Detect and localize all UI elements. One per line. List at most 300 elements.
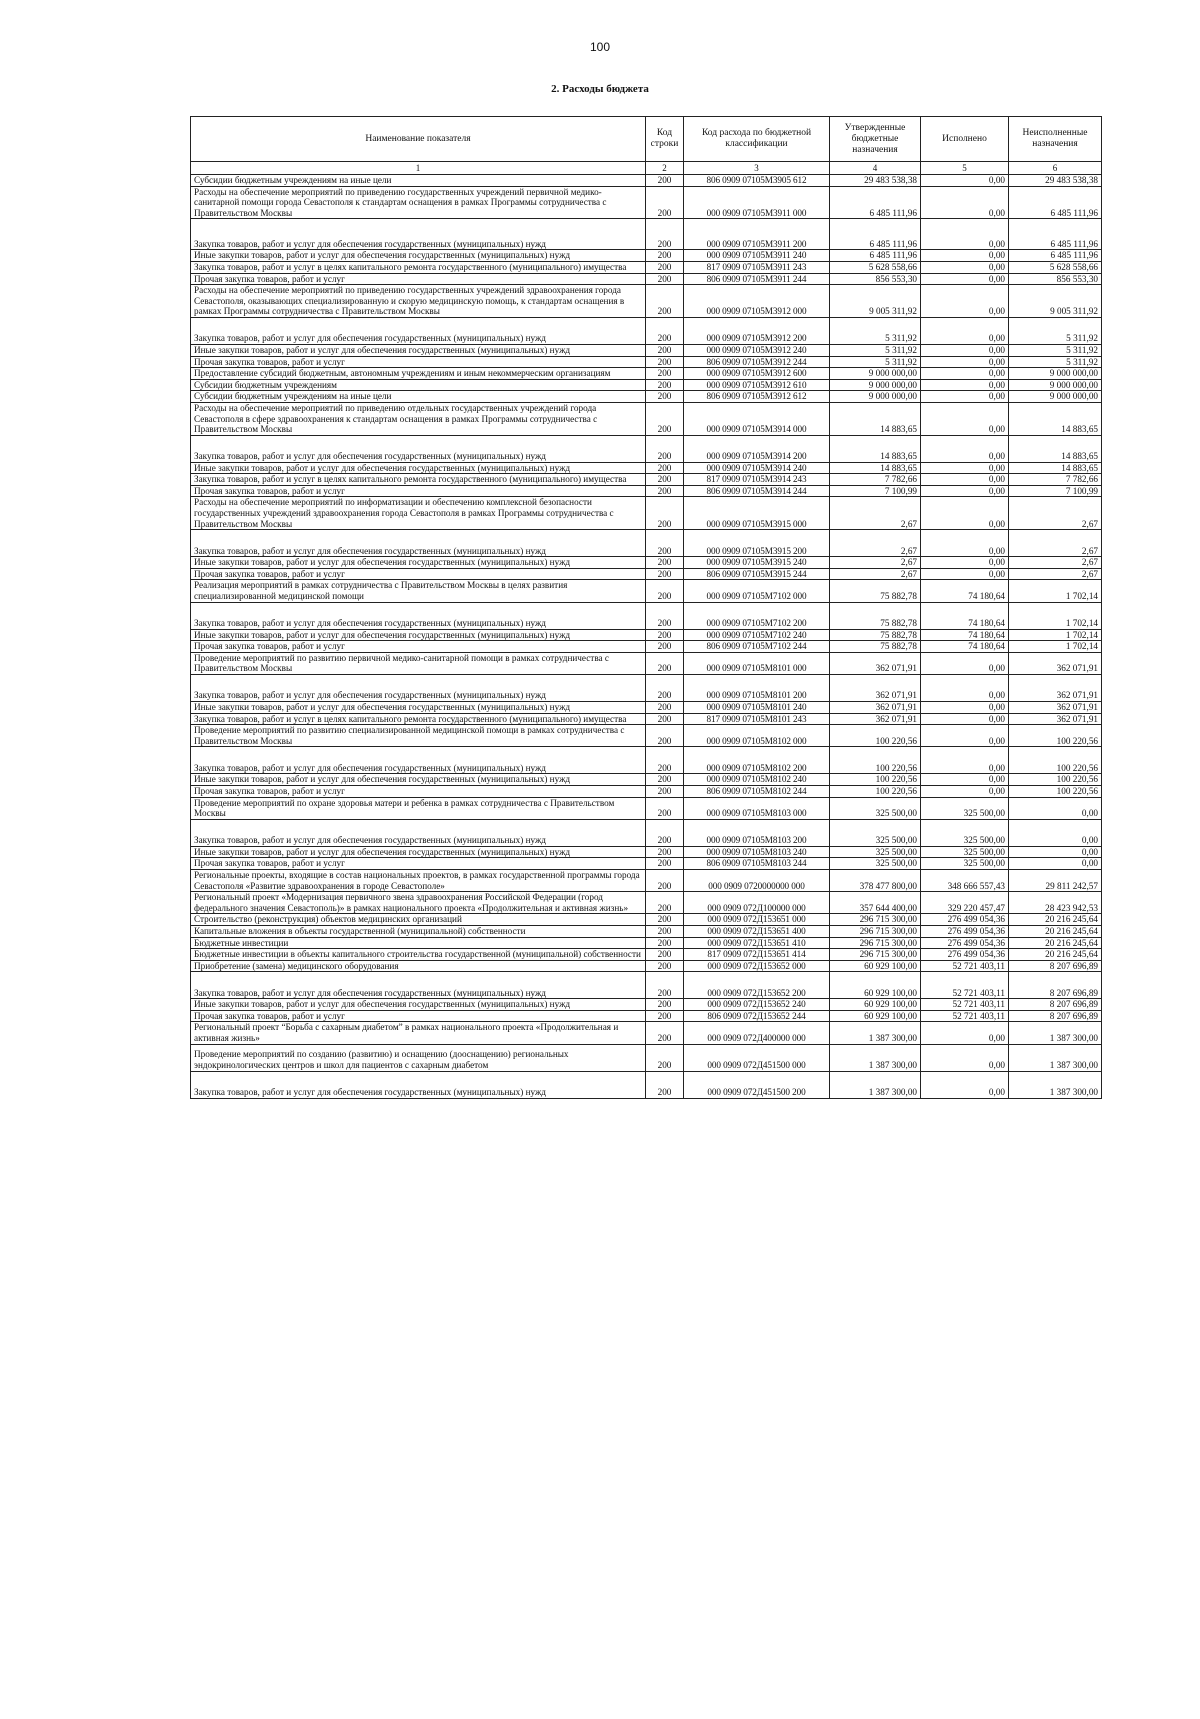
cell-name: Прочая закупка товаров, работ и услуг <box>191 641 646 653</box>
cell-unexecuted: 0,00 <box>1009 846 1102 858</box>
cell-name: Иные закупки товаров, работ и услуг для обеспечения государственных (муниципальных) нужд <box>191 999 646 1011</box>
cell-unexecuted: 2,67 <box>1009 530 1102 557</box>
cell-unexecuted: 2,67 <box>1009 568 1102 580</box>
table-row <box>191 602 1102 629</box>
cell-unexecuted: 362 071,91 <box>1009 675 1102 702</box>
cell-classification-code: 806 0909 07105М3912 244 <box>684 356 830 368</box>
cell-line-code: 200 <box>646 972 684 999</box>
cell-classification-code: 000 0909 07105М8101 240 <box>684 702 830 714</box>
cell-executed: 74 180,64 <box>921 580 1009 602</box>
cell-classification-code: 000 0909 07105М8102 200 <box>684 747 830 774</box>
cell-name: Субсидии бюджетным учреждениям на иные цели <box>191 175 646 187</box>
table-row <box>191 186 1102 219</box>
table-row <box>191 1071 1102 1098</box>
table-row <box>191 713 1102 725</box>
cell-name: Проведение мероприятий по охране здоровья матери и ребенка в рамках сотрудничества с Правительством Москвы <box>191 797 646 819</box>
cell-unexecuted: 20 216 245,64 <box>1009 925 1102 937</box>
cell-approved: 325 500,00 <box>830 858 921 870</box>
cell-executed: 276 499 054,36 <box>921 925 1009 937</box>
cell-executed: 0,00 <box>921 747 1009 774</box>
cell-classification-code: 000 0909 072Д153651 000 <box>684 914 830 926</box>
cell-classification-code: 000 0909 07105М3912 600 <box>684 368 830 380</box>
cell-classification-code: 000 0909 072Д451500 200 <box>684 1071 830 1098</box>
cell-line-code: 200 <box>646 747 684 774</box>
cell-executed: 0,00 <box>921 785 1009 797</box>
cell-classification-code: 806 0909 07105М3912 612 <box>684 391 830 403</box>
cell-line-code: 200 <box>646 557 684 569</box>
cell-line-code: 200 <box>646 273 684 285</box>
cell-name: Расходы на обеспечение мероприятий по приведению государственных учреждений здравоохранения города Севастополя, оказывающих специализированную и скорую медицинскую помощь, к стандартам оснащения в рамках Программы сотрудничества с Правительством Москвы <box>191 285 646 318</box>
cell-unexecuted: 28 423 942,53 <box>1009 892 1102 914</box>
cell-name: Бюджетные инвестиции <box>191 937 646 949</box>
table-row <box>191 972 1102 999</box>
cell-line-code: 200 <box>646 1071 684 1098</box>
cell-executed: 0,00 <box>921 675 1009 702</box>
cell-name: Проведение мероприятий по развитию специализированной медицинской помощи в рамках сотрудничества с Правительством Москвы <box>191 725 646 747</box>
cell-executed: 0,00 <box>921 391 1009 403</box>
cell-unexecuted: 8 207 696,89 <box>1009 972 1102 999</box>
cell-classification-code: 817 0909 07105М8101 243 <box>684 713 830 725</box>
cell-approved: 1 387 300,00 <box>830 1044 921 1071</box>
column-number: 2 <box>646 162 684 175</box>
cell-line-code: 200 <box>646 1010 684 1022</box>
cell-approved: 5 628 558,66 <box>830 261 921 273</box>
cell-classification-code: 000 0909 07105М8101 000 <box>684 652 830 674</box>
cell-classification-code: 000 0909 07105М8102 240 <box>684 774 830 786</box>
cell-line-code: 200 <box>646 368 684 380</box>
cell-name: Реализация мероприятий в рамках сотрудничества с Правительством Москвы в целях развития специализированной медицинской помощи <box>191 580 646 602</box>
cell-unexecuted: 9 000 000,00 <box>1009 368 1102 380</box>
cell-line-code: 200 <box>646 1044 684 1071</box>
table-row <box>191 675 1102 702</box>
cell-line-code: 200 <box>646 869 684 891</box>
table-row <box>191 379 1102 391</box>
cell-executed: 0,00 <box>921 402 1009 435</box>
cell-unexecuted: 2,67 <box>1009 557 1102 569</box>
cell-classification-code: 000 0909 07105М3915 240 <box>684 557 830 569</box>
cell-classification-code: 000 0909 07105М8103 240 <box>684 846 830 858</box>
cell-unexecuted: 9 000 000,00 <box>1009 391 1102 403</box>
cell-line-code: 200 <box>646 892 684 914</box>
cell-approved: 362 071,91 <box>830 702 921 714</box>
table-row <box>191 344 1102 356</box>
cell-name: Закупка товаров, работ и услуг для обеспечения государственных (муниципальных) нужд <box>191 675 646 702</box>
table-row <box>191 261 1102 273</box>
cell-classification-code: 000 0909 072Д153651 410 <box>684 937 830 949</box>
cell-name: Прочая закупка товаров, работ и услуг <box>191 858 646 870</box>
cell-classification-code: 000 0909 07105М8101 200 <box>684 675 830 702</box>
cell-line-code: 200 <box>646 186 684 219</box>
table-row <box>191 580 1102 602</box>
cell-name: Иные закупки товаров, работ и услуг для обеспечения государственных (муниципальных) нужд <box>191 250 646 262</box>
cell-name: Субсидии бюджетным учреждениям <box>191 379 646 391</box>
cell-executed: 52 721 403,11 <box>921 972 1009 999</box>
cell-approved: 100 220,56 <box>830 747 921 774</box>
cell-classification-code: 000 0909 07105М3912 200 <box>684 317 830 344</box>
table-row <box>191 925 1102 937</box>
cell-name: Расходы на обеспечение мероприятий по информатизации и обеспечению комплексной безопасности государственных учреждений здравоохранения города Севастополя в рамках Программы сотрудничества с Правительством Москвы <box>191 497 646 530</box>
cell-approved: 29 483 538,38 <box>830 175 921 187</box>
table-row <box>191 819 1102 846</box>
cell-classification-code: 000 0909 07105М3912 240 <box>684 344 830 356</box>
cell-name: Иные закупки товаров, работ и услуг для обеспечения государственных (муниципальных) нужд <box>191 344 646 356</box>
cell-approved: 60 929 100,00 <box>830 1010 921 1022</box>
cell-line-code: 200 <box>646 713 684 725</box>
cell-classification-code: 000 0909 07105М3914 000 <box>684 402 830 435</box>
column-number: 1 <box>191 162 646 175</box>
cell-line-code: 200 <box>646 402 684 435</box>
cell-classification-code: 817 0909 072Д153651 414 <box>684 949 830 961</box>
cell-approved: 296 715 300,00 <box>830 949 921 961</box>
column-number: 4 <box>830 162 921 175</box>
cell-line-code: 200 <box>646 652 684 674</box>
cell-executed: 0,00 <box>921 250 1009 262</box>
cell-unexecuted: 14 883,65 <box>1009 402 1102 435</box>
cell-executed: 52 721 403,11 <box>921 1010 1009 1022</box>
cell-executed: 0,00 <box>921 725 1009 747</box>
cell-approved: 6 485 111,96 <box>830 250 921 262</box>
cell-approved: 1 387 300,00 <box>830 1071 921 1098</box>
cell-name: Региональный проект «Модернизация первичного звена здравоохранения Российской Федерации (город федерального значения Севастополь)» в рамках национального проекта «Продолжительная и активная жизнь» <box>191 892 646 914</box>
cell-executed: 0,00 <box>921 474 1009 486</box>
cell-approved: 14 883,65 <box>830 402 921 435</box>
cell-line-code: 200 <box>646 175 684 187</box>
cell-approved: 14 883,65 <box>830 435 921 462</box>
cell-unexecuted: 1 387 300,00 <box>1009 1022 1102 1044</box>
cell-approved: 75 882,78 <box>830 641 921 653</box>
cell-approved: 296 715 300,00 <box>830 937 921 949</box>
table-row <box>191 785 1102 797</box>
cell-line-code: 200 <box>646 937 684 949</box>
cell-classification-code: 000 0909 072Д100000 000 <box>684 892 830 914</box>
cell-executed: 0,00 <box>921 379 1009 391</box>
cell-unexecuted: 362 071,91 <box>1009 652 1102 674</box>
cell-executed: 0,00 <box>921 652 1009 674</box>
cell-executed: 0,00 <box>921 462 1009 474</box>
table-row <box>191 999 1102 1011</box>
cell-approved: 60 929 100,00 <box>830 960 921 972</box>
cell-approved: 14 883,65 <box>830 462 921 474</box>
cell-classification-code: 000 0909 07105М3915 200 <box>684 530 830 557</box>
cell-executed: 0,00 <box>921 774 1009 786</box>
cell-executed: 0,00 <box>921 568 1009 580</box>
cell-unexecuted: 1 702,14 <box>1009 602 1102 629</box>
cell-line-code: 200 <box>646 819 684 846</box>
cell-approved: 296 715 300,00 <box>830 925 921 937</box>
cell-name: Закупка товаров, работ и услуг для обеспечения государственных (муниципальных) нужд <box>191 435 646 462</box>
cell-approved: 6 485 111,96 <box>830 219 921 250</box>
cell-classification-code: 000 0909 07105М3912 000 <box>684 285 830 318</box>
cell-approved: 1 387 300,00 <box>830 1022 921 1044</box>
cell-name: Прочая закупка товаров, работ и услуг <box>191 1010 646 1022</box>
cell-approved: 9 000 000,00 <box>830 379 921 391</box>
cell-classification-code: 000 0909 07105М8102 000 <box>684 725 830 747</box>
cell-approved: 2,67 <box>830 557 921 569</box>
table-row <box>191 652 1102 674</box>
table-row <box>191 391 1102 403</box>
table-row <box>191 914 1102 926</box>
cell-line-code: 200 <box>646 497 684 530</box>
cell-unexecuted: 5 311,92 <box>1009 344 1102 356</box>
cell-line-code: 200 <box>646 785 684 797</box>
cell-name: Закупка товаров, работ и услуг в целях капитального ремонта государственного (муниципального) имущества <box>191 713 646 725</box>
table-row <box>191 273 1102 285</box>
cell-approved: 9 005 311,92 <box>830 285 921 318</box>
cell-approved: 856 553,30 <box>830 273 921 285</box>
table-row <box>191 356 1102 368</box>
cell-approved: 60 929 100,00 <box>830 972 921 999</box>
table-row <box>191 250 1102 262</box>
cell-classification-code: 000 0909 072Д451500 000 <box>684 1044 830 1071</box>
cell-classification-code: 817 0909 07105М3914 243 <box>684 474 830 486</box>
cell-executed: 0,00 <box>921 1022 1009 1044</box>
column-number: 3 <box>684 162 830 175</box>
column-number: 5 <box>921 162 1009 175</box>
cell-unexecuted: 20 216 245,64 <box>1009 949 1102 961</box>
cell-name: Закупка товаров, работ и услуг для обеспечения государственных (муниципальных) нужд <box>191 972 646 999</box>
table-row <box>191 462 1102 474</box>
cell-executed: 0,00 <box>921 497 1009 530</box>
cell-classification-code: 000 0909 07105М7102 240 <box>684 629 830 641</box>
cell-executed: 0,00 <box>921 317 1009 344</box>
cell-name: Иные закупки товаров, работ и услуг для обеспечения государственных (муниципальных) нужд <box>191 557 646 569</box>
cell-executed: 0,00 <box>921 344 1009 356</box>
cell-classification-code: 806 0909 07105М3911 244 <box>684 273 830 285</box>
table-row <box>191 1010 1102 1022</box>
budget-expenses-table <box>190 116 1102 1099</box>
cell-unexecuted: 362 071,91 <box>1009 702 1102 714</box>
cell-unexecuted: 0,00 <box>1009 797 1102 819</box>
cell-line-code: 200 <box>646 629 684 641</box>
cell-approved: 362 071,91 <box>830 675 921 702</box>
table-row <box>191 641 1102 653</box>
cell-approved: 378 477 800,00 <box>830 869 921 891</box>
cell-approved: 75 882,78 <box>830 580 921 602</box>
table-row <box>191 435 1102 462</box>
cell-name: Региональный проект “Борьба с сахарным диабетом” в рамках национального проекта «Продолжительная и активная жизнь» <box>191 1022 646 1044</box>
cell-approved: 2,67 <box>830 568 921 580</box>
cell-line-code: 200 <box>646 797 684 819</box>
cell-line-code: 200 <box>646 261 684 273</box>
cell-line-code: 200 <box>646 391 684 403</box>
cell-unexecuted: 6 485 111,96 <box>1009 250 1102 262</box>
cell-approved: 5 311,92 <box>830 317 921 344</box>
cell-name: Закупка товаров, работ и услуг в целях капитального ремонта государственного (муниципального) имущества <box>191 261 646 273</box>
cell-classification-code: 000 0909 07105М7102 000 <box>684 580 830 602</box>
cell-approved: 362 071,91 <box>830 713 921 725</box>
cell-executed: 52 721 403,11 <box>921 960 1009 972</box>
cell-name: Закупка товаров, работ и услуг для обеспечения государственных (муниципальных) нужд <box>191 219 646 250</box>
cell-classification-code: 000 0909 07105М3911 000 <box>684 186 830 219</box>
cell-name: Закупка товаров, работ и услуг для обеспечения государственных (муниципальных) нужд <box>191 602 646 629</box>
cell-line-code: 200 <box>646 925 684 937</box>
table-row <box>191 1022 1102 1044</box>
cell-approved: 7 100,99 <box>830 485 921 497</box>
cell-unexecuted: 20 216 245,64 <box>1009 914 1102 926</box>
cell-unexecuted: 5 311,92 <box>1009 317 1102 344</box>
cell-approved: 325 500,00 <box>830 846 921 858</box>
cell-unexecuted: 20 216 245,64 <box>1009 937 1102 949</box>
cell-name: Предоставление субсидий бюджетным, автономным учреждениям и иным некоммерческим организациям <box>191 368 646 380</box>
cell-executed: 0,00 <box>921 356 1009 368</box>
column-header-approved: Утвержденные бюджетные назначения <box>830 117 921 162</box>
cell-name: Расходы на обеспечение мероприятий по приведению отдельных государственных учреждений города Севастополя в сфере здравоохранения к стандартам оснащения в рамках Программы сотрудничества с Правительством Москвы <box>191 402 646 435</box>
table-row <box>191 949 1102 961</box>
cell-line-code: 200 <box>646 285 684 318</box>
cell-classification-code: 000 0909 072Д153651 400 <box>684 925 830 937</box>
cell-line-code: 200 <box>646 250 684 262</box>
cell-approved: 9 000 000,00 <box>830 368 921 380</box>
cell-unexecuted: 9 005 311,92 <box>1009 285 1102 318</box>
cell-classification-code: 806 0909 072Д153652 244 <box>684 1010 830 1022</box>
cell-unexecuted: 8 207 696,89 <box>1009 960 1102 972</box>
cell-executed: 325 500,00 <box>921 858 1009 870</box>
cell-classification-code: 000 0909 07105М3911 200 <box>684 219 830 250</box>
column-header-executed: Исполнено <box>921 117 1009 162</box>
table-row <box>191 557 1102 569</box>
cell-approved: 357 644 400,00 <box>830 892 921 914</box>
cell-executed: 0,00 <box>921 219 1009 250</box>
cell-line-code: 200 <box>646 774 684 786</box>
cell-unexecuted: 100 220,56 <box>1009 774 1102 786</box>
cell-line-code: 200 <box>646 641 684 653</box>
table-row <box>191 285 1102 318</box>
cell-executed: 325 500,00 <box>921 797 1009 819</box>
cell-classification-code: 000 0909 07105М3915 000 <box>684 497 830 530</box>
cell-executed: 0,00 <box>921 261 1009 273</box>
cell-name: Закупка товаров, работ и услуг для обеспечения государственных (муниципальных) нужд <box>191 1071 646 1098</box>
cell-classification-code: 817 0909 07105М3911 243 <box>684 261 830 273</box>
column-header-unexecuted: Неисполненные назначения <box>1009 117 1102 162</box>
cell-executed: 0,00 <box>921 557 1009 569</box>
cell-line-code: 200 <box>646 356 684 368</box>
cell-unexecuted: 1 702,14 <box>1009 629 1102 641</box>
table-row <box>191 892 1102 914</box>
cell-name: Строительство (реконструкция) объектов медицинских организаций <box>191 914 646 926</box>
table-row <box>191 1044 1102 1071</box>
cell-classification-code: 806 0909 07105М8103 244 <box>684 858 830 870</box>
cell-unexecuted: 5 311,92 <box>1009 356 1102 368</box>
cell-classification-code: 806 0909 07105М7102 244 <box>684 641 830 653</box>
cell-unexecuted: 100 220,56 <box>1009 747 1102 774</box>
cell-classification-code: 000 0909 07105М8103 000 <box>684 797 830 819</box>
cell-approved: 2,67 <box>830 530 921 557</box>
cell-name: Иные закупки товаров, работ и услуг для обеспечения государственных (муниципальных) нужд <box>191 702 646 714</box>
cell-executed: 276 499 054,36 <box>921 937 1009 949</box>
cell-classification-code: 000 0909 07105М3914 200 <box>684 435 830 462</box>
cell-executed: 329 220 457,47 <box>921 892 1009 914</box>
cell-line-code: 200 <box>646 846 684 858</box>
cell-classification-code: 000 0909 07105М3911 240 <box>684 250 830 262</box>
table-row <box>191 530 1102 557</box>
cell-name: Прочая закупка товаров, работ и услуг <box>191 356 646 368</box>
cell-unexecuted: 1 702,14 <box>1009 641 1102 653</box>
cell-unexecuted: 0,00 <box>1009 819 1102 846</box>
table-row <box>191 858 1102 870</box>
cell-executed: 276 499 054,36 <box>921 914 1009 926</box>
cell-classification-code: 000 0909 07105М8103 200 <box>684 819 830 846</box>
column-header-classification-code: Код расхода по бюджетной классификации <box>684 117 830 162</box>
cell-unexecuted: 2,67 <box>1009 497 1102 530</box>
cell-executed: 0,00 <box>921 485 1009 497</box>
cell-line-code: 200 <box>646 602 684 629</box>
cell-approved: 296 715 300,00 <box>830 914 921 926</box>
cell-executed: 0,00 <box>921 368 1009 380</box>
cell-unexecuted: 8 207 696,89 <box>1009 1010 1102 1022</box>
cell-line-code: 200 <box>646 702 684 714</box>
cell-executed: 0,00 <box>921 175 1009 187</box>
cell-line-code: 200 <box>646 725 684 747</box>
table-row <box>191 568 1102 580</box>
cell-approved: 2,67 <box>830 497 921 530</box>
table-row <box>191 774 1102 786</box>
cell-unexecuted: 14 883,65 <box>1009 462 1102 474</box>
cell-approved: 5 311,92 <box>830 356 921 368</box>
cell-line-code: 200 <box>646 960 684 972</box>
cell-executed: 74 180,64 <box>921 641 1009 653</box>
cell-name: Региональные проекты, входящие в состав национальных проектов, в рамках государственной программы города Севастополя «Развитие здравоохранения в городе Севастополе» <box>191 869 646 891</box>
cell-approved: 75 882,78 <box>830 629 921 641</box>
cell-line-code: 200 <box>646 1022 684 1044</box>
cell-classification-code: 000 0909 072Д153652 000 <box>684 960 830 972</box>
cell-executed: 0,00 <box>921 435 1009 462</box>
cell-line-code: 200 <box>646 435 684 462</box>
cell-unexecuted: 100 220,56 <box>1009 785 1102 797</box>
cell-line-code: 200 <box>646 485 684 497</box>
cell-unexecuted: 29 811 242,57 <box>1009 869 1102 891</box>
cell-name: Прочая закупка товаров, работ и услуг <box>191 785 646 797</box>
cell-name: Иные закупки товаров, работ и услуг для обеспечения государственных (муниципальных) нужд <box>191 629 646 641</box>
cell-unexecuted: 1 387 300,00 <box>1009 1071 1102 1098</box>
cell-unexecuted: 100 220,56 <box>1009 725 1102 747</box>
cell-executed: 74 180,64 <box>921 602 1009 629</box>
cell-approved: 325 500,00 <box>830 819 921 846</box>
cell-executed: 325 500,00 <box>921 819 1009 846</box>
cell-executed: 0,00 <box>921 273 1009 285</box>
cell-executed: 348 666 557,43 <box>921 869 1009 891</box>
cell-name: Расходы на обеспечение мероприятий по приведению государственных учреждений первичной медико-санитарной помощи города Севастополя к стандартам оснащения в рамках Программы сотрудничества с Правительством Москвы <box>191 186 646 219</box>
cell-line-code: 200 <box>646 858 684 870</box>
table-row <box>191 485 1102 497</box>
table-row <box>191 219 1102 250</box>
cell-line-code: 200 <box>646 474 684 486</box>
cell-unexecuted: 0,00 <box>1009 858 1102 870</box>
table-row <box>191 869 1102 891</box>
cell-name: Бюджетные инвестиции в объекты капитального строительства государственной (муниципальной) собственности <box>191 949 646 961</box>
table-row <box>191 402 1102 435</box>
cell-approved: 100 220,56 <box>830 785 921 797</box>
cell-name: Иные закупки товаров, работ и услуг для обеспечения государственных (муниципальных) нужд <box>191 846 646 858</box>
cell-name: Прочая закупка товаров, работ и услуг <box>191 273 646 285</box>
table-row <box>191 175 1102 187</box>
cell-name: Прочая закупка товаров, работ и услуг <box>191 568 646 580</box>
cell-unexecuted: 9 000 000,00 <box>1009 379 1102 391</box>
cell-name: Закупка товаров, работ и услуг для обеспечения государственных (муниципальных) нужд <box>191 530 646 557</box>
cell-unexecuted: 7 100,99 <box>1009 485 1102 497</box>
cell-unexecuted: 8 207 696,89 <box>1009 999 1102 1011</box>
table-row <box>191 937 1102 949</box>
page-number: 100 <box>589 40 611 54</box>
cell-approved: 100 220,56 <box>830 725 921 747</box>
cell-line-code: 200 <box>646 530 684 557</box>
cell-line-code: 200 <box>646 914 684 926</box>
cell-name: Закупка товаров, работ и услуг для обеспечения государственных (муниципальных) нужд <box>191 819 646 846</box>
cell-unexecuted: 14 883,65 <box>1009 435 1102 462</box>
cell-unexecuted: 6 485 111,96 <box>1009 219 1102 250</box>
document-title: 2. Расходы бюджета <box>551 83 649 95</box>
cell-executed: 276 499 054,36 <box>921 949 1009 961</box>
table-row <box>191 846 1102 858</box>
